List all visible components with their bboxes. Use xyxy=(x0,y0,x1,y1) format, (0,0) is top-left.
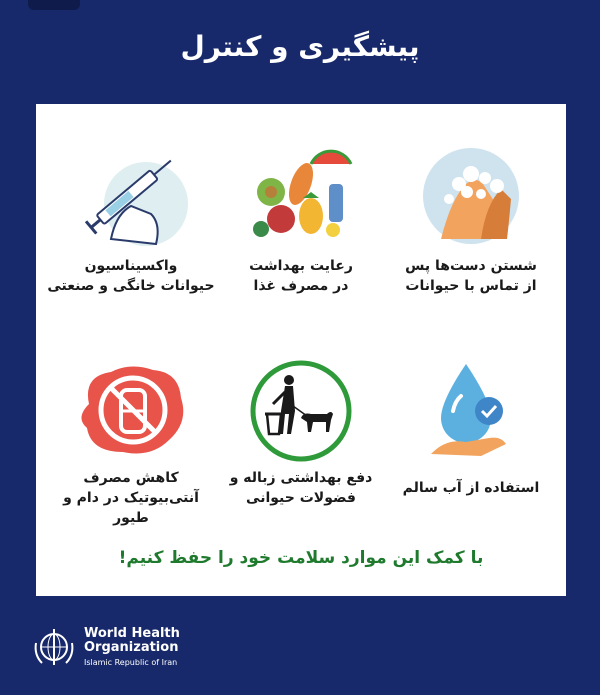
item-food-hygiene xyxy=(216,144,386,344)
footer-slogan: با کمک این موارد سلامت خود را حفظ کنیم! xyxy=(118,548,484,568)
content-card xyxy=(36,104,566,596)
item-label: دفع بهداشتی زباله و فضولات حیوانی xyxy=(229,470,373,506)
who-region: Islamic Republic of Iran xyxy=(84,658,178,667)
no-antibiotic-icon xyxy=(71,356,191,466)
item-antibiotic-reduction xyxy=(46,356,216,556)
item-safe-water xyxy=(386,356,556,556)
food-icon xyxy=(241,144,361,254)
corner-tab xyxy=(28,0,80,10)
item-vaccination xyxy=(46,144,216,344)
who-logo xyxy=(32,625,232,675)
item-label: کاهش مصرف آنتی‌بیوتیک در دام و طیور xyxy=(63,470,199,526)
item-label: استفاده از آب سالم xyxy=(402,480,540,496)
item-label: شستن دست‌ها پس از تماس با حیوانات xyxy=(405,258,537,294)
waste-disposal-icon xyxy=(241,356,361,466)
who-name: World Health Organization xyxy=(84,626,180,655)
hand-washing-icon xyxy=(411,144,531,254)
water-drop-icon xyxy=(411,356,531,466)
item-waste-disposal xyxy=(216,356,386,556)
who-emblem-icon xyxy=(32,625,76,669)
syringe-icon xyxy=(71,144,191,254)
page-title: پیشگیری و کنترل xyxy=(180,30,420,63)
item-label: رعایت بهداشت در مصرف غذا xyxy=(249,258,353,294)
item-hand-washing xyxy=(386,144,556,344)
item-label: واکسیناسیون حیوانات خانگی و صنعتی xyxy=(47,258,215,294)
